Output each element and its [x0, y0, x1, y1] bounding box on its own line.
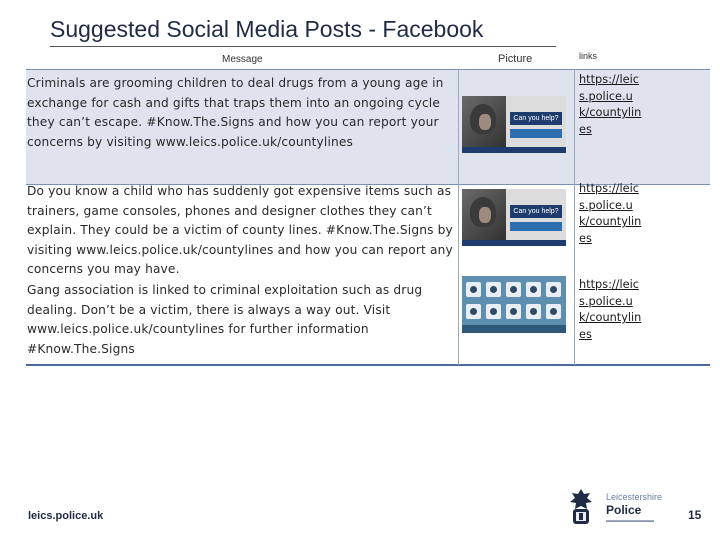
column-divider	[574, 69, 575, 365]
thumb-caption: Can you help?	[510, 205, 562, 218]
police-logo-top: Leicestershire	[606, 492, 663, 502]
police-logo-main: Police	[606, 503, 642, 517]
post-message: Do you know a child who has suddenly got expensive items such as trainers, game consoles, phones and designer clothes they can’t explain. They could be a victim of county lines. #Know.The.Signs by visiting www.leics.police.uk/countylines and how you can report any concerns you may have.	[27, 184, 453, 276]
police-logo-tagline: ▬▬▬▬▬▬▬▬	[606, 518, 654, 524]
row-divider	[26, 69, 710, 70]
post-image	[462, 96, 566, 153]
police-logo	[606, 492, 662, 525]
column-header-message: Message	[222, 54, 263, 65]
infographic-panel-icon	[466, 282, 481, 297]
post-link[interactable]: https://leics.police.uk/countylines	[579, 182, 642, 245]
table-bottom-rule	[26, 364, 710, 366]
column-header-links: links	[579, 51, 598, 61]
post-message: Criminals are grooming children to deal drugs from a young age in exchange for cash and gifts that traps them into an ongoing cycle they can’t escape. #Know.The.Signs and how you can report your concerns by visiting www.leics.police.uk/countylines	[27, 76, 444, 149]
post-image	[462, 189, 566, 246]
column-header-picture: Picture	[498, 53, 533, 65]
post-message: Gang association is linked to criminal exploitation such as drug dealing. Don’t be a victim, there is always a way out. Visit www.leics.police.uk/countylines for further information #Know.The.Signs	[27, 283, 423, 356]
post-link[interactable]: https://leics.police.uk/countylines	[579, 278, 642, 341]
title-underline	[50, 46, 556, 47]
page-title: Suggested Social Media Posts - Facebook	[50, 16, 484, 42]
police-crest-icon	[568, 488, 594, 528]
post-image	[462, 276, 566, 333]
page-number: 15	[688, 508, 702, 522]
thumb-caption: Can you help?	[510, 112, 562, 125]
footer-url: leics.police.uk	[28, 510, 104, 522]
post-link[interactable]: https://leics.police.uk/countylines	[579, 73, 642, 136]
